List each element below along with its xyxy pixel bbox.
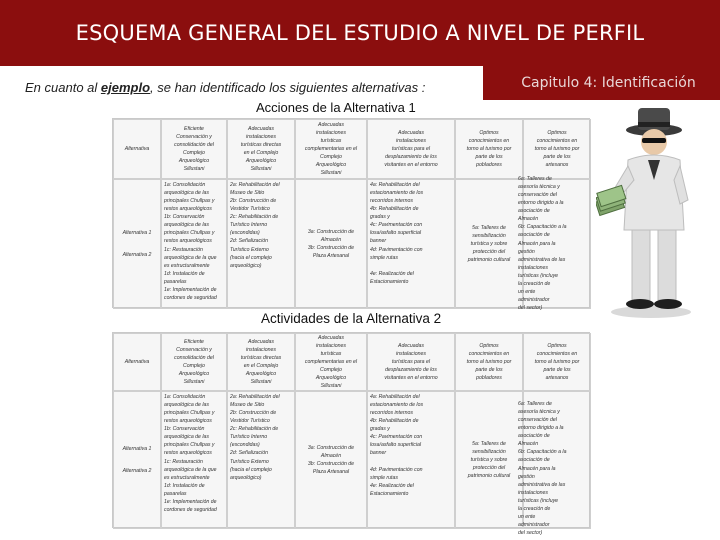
alternatives-cell <box>113 391 161 529</box>
header-cell: Alternativa <box>113 333 161 391</box>
alternative-label: Alternativa 2 <box>122 468 152 474</box>
side-cell: 6a: Talleres de asesoría técnica y conservación del entorno dirigido a la asociación de Almacén 6b: Capacitación a la asociación de Almacén para la gestión administrativa de las instalaciones turísticas (incluye la creación de un ente administrador del sector) <box>518 401 567 536</box>
header-cell: Adecuadas instalaciones turísticas para el desplazamiento de los visitantes en el entorno <box>367 119 455 179</box>
header-cell: Adecuadas instalaciones turísticas para el desplazamiento de los visitantes en el entorno <box>367 333 455 391</box>
header-cell: Adecuadas instalaciones turísticas directas en el Complejo Arqueológico Sillustani <box>227 119 295 179</box>
alternatives-cell <box>113 179 161 309</box>
intro-text <box>25 80 425 95</box>
header-cell: Adecuadas instalaciones turísticas complementarias en el Complejo Arqueológico Sillustani <box>295 333 367 391</box>
header-cell: Optimos conocimientos en torno al turismo por parte de los pobladores <box>455 119 523 179</box>
table-cell: 5a: Talleres de sensibilización turística y sobre protección del patrimonio cultural <box>455 391 523 529</box>
intro-text-after: , se han identificado los siguientes alternativas : <box>150 80 426 95</box>
section1-title: Acciones de la Alternativa 1 <box>256 100 416 115</box>
header-cell: Optimos conocimientos en torno al turismo por parte de los artesanos <box>523 119 591 179</box>
table-cell: 5a: Talleres de sensibilización turística y sobre protección del patrimonio cultural <box>455 179 523 309</box>
header-cell: Eficiente Conservación y consolidación del Complejo Arqueológico Sillustani <box>161 333 227 391</box>
alternative-label: Alternativa 2 <box>122 252 152 258</box>
side-cell: 6a: Talleres de asesoría técnica y conservación del entorno dirigido a la asociación de Almacén 6b: Capacitación a la asociación de Almacén para la gestión administrativa de las instalaciones turísticas (incluye la creación de un ente administrador del sector) <box>518 176 567 311</box>
table-cell: 3a: Construcción de Almacén 3b: Construcción de Plaza Artesanal <box>295 179 367 309</box>
table-cell: 1a: Consolidación arqueológica de las principales Chullpas y restos arqueológicos 1b: Conservación arqueológica de las principales Chullpas y restos arqueológicos 1c: Restauración arqueológica de la que es estructuralmente 1d: Instalación de pasarelas 1e: Implementación de cordones de seguridad <box>161 391 227 529</box>
businessman-holding-money-icon <box>596 100 706 320</box>
table-cell: 4a: Rehabilitación del estacionamiento de los recorridos internos 4b: Rehabilitación de gradas y 4c: Pavimentación con losa/asfalto superficial banner 4d: Pavimentación con simple rutas 4e: Realización del Estacionamiento <box>367 391 455 529</box>
header-cell: Optimos conocimientos en torno al turismo por parte de los pobladores <box>455 333 523 391</box>
alternative-label: Alternativa 1 <box>122 445 152 452</box>
table-cell: 1a: Consolidación arqueológica de las principales Chullpas y restos arqueológicos 1b: Conservación arqueológica de las principales Chullpas y restos arqueológicos 1c: Restauración arqueológica de la que es estructuralmente 1d: Instalación de pasarelas 1e: Implementación de cordones de seguridad <box>161 179 227 309</box>
intro-text-before: En cuanto al <box>25 80 101 95</box>
table-cell: 4a: Rehabilitación del estacionamiento de los recorridos internos 4b: Rehabilitación de gradas y 4c: Pavimentación con losa/asfalto superficial banner 4d: Pavimentación con simple rutas 4e: Realización del Estacionamiento <box>367 179 455 309</box>
section2-title: Actividades de la Alternativa 2 <box>261 311 442 326</box>
table-cell: 2a: Rehabilitación del Museo de Sitio 2b: Construcción de Vestidor Turístico 2c: Rehabilitación de Turístico Interno (escondidas) 2d: Señalización Turístico Externo (hacia el complejo arqueológico) <box>227 391 295 529</box>
header-cell: Alternativa <box>113 119 161 179</box>
intro-keyword: ejemplo <box>100 80 151 95</box>
table-cell: 3a: Construcción de Almacén 3b: Construcción de Plaza Artesanal <box>295 391 367 529</box>
header-cell: Eficiente Conservación y consolidación del Complejo Arqueológico Sillustani <box>161 119 227 179</box>
header-cell: Adecuadas instalaciones turísticas directas en el Complejo Arqueológico Sillustani <box>227 333 295 391</box>
table-cell: 2a: Rehabilitación del Museo de Sitio 2b: Construcción de Vestidor Turístico 2c: Rehabilitación de Turístico Interno (escondidas) 2d: Señalización Turístico Externo (hacia el complejo arqueológico) <box>227 179 295 309</box>
alternative-label: Alternativa 1 <box>122 229 152 236</box>
header-cell: Optimos conocimientos en torno al turismo por parte de los artesanos <box>523 333 591 391</box>
header-cell: Adecuadas instalaciones turísticas complementarias en el Complejo Arqueológico Sillustani <box>295 119 367 179</box>
chapter-tab: Capitulo 4: Identificación <box>483 66 720 100</box>
slide-title: ESQUEMA GENERAL DEL ESTUDIO A NIVEL DE PERFIL <box>0 0 720 66</box>
